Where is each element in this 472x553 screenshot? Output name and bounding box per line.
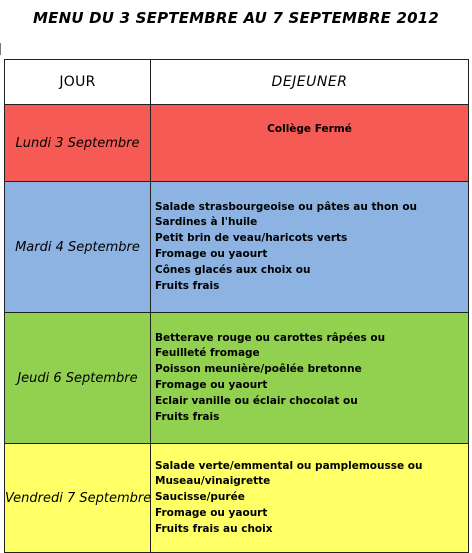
dish-item: Fromage ou yaourt — [155, 248, 268, 260]
dish-item: Fruits frais au choix — [155, 522, 273, 535]
dish-item: Salade verte/emmental ou pamplemousse ou — [155, 459, 423, 472]
dish-item: Fruits frais — [155, 410, 220, 423]
dish-item: Feuilleté fromage — [155, 347, 260, 360]
dish-item: Cônes glacés aux choix ou — [155, 263, 311, 276]
menu-table — [4, 59, 469, 553]
column-header-day: JOUR — [5, 60, 151, 105]
dish-item: Eclair vanille ou éclair chocolat ou — [155, 394, 358, 407]
dish-list — [151, 182, 469, 313]
table-row-tuesday — [5, 182, 469, 313]
dish-item: Poisson meunière/poêlée bretonne — [155, 363, 362, 376]
frame-edge-marker — [0, 43, 1, 55]
dish-item: Fruits frais — [155, 279, 220, 292]
closed-notice: Collège Fermé — [151, 105, 469, 182]
day-label: Vendredi 7 Septembre — [5, 444, 151, 553]
header-row — [5, 60, 469, 105]
table-row-friday — [5, 444, 469, 553]
dish-list — [151, 444, 469, 553]
day-label: Jeudi 6 Septembre — [5, 313, 151, 444]
dish-item: Betterave rouge ou carottes râpées ou — [155, 331, 386, 344]
day-label: Lundi 3 Septembre — [5, 105, 151, 182]
dish-item: Sardines à l'huile — [155, 216, 258, 229]
dish-item: Saucisse/purée — [155, 491, 245, 504]
dish-item: Petit brin de veau/haricots verts — [155, 232, 348, 245]
dish-item: Fromage ou yaourt — [155, 506, 268, 519]
table-row-thursday — [5, 313, 469, 444]
dish-item: Salade strasbourgeoise ou pâtes au thon ou — [155, 200, 418, 213]
menu-title: MENU DU 3 SEPTEMBRE AU 7 SEPTEMBRE 2012 — [33, 9, 439, 27]
dish-item: Museau/vinaigrette — [155, 475, 271, 488]
day-label: Mardi 4 Septembre — [5, 182, 151, 313]
column-header-lunch: DEJEUNER — [151, 60, 469, 105]
dish-list — [151, 313, 469, 444]
dish-item: Fromage ou yaourt — [155, 379, 268, 391]
table-row-monday — [5, 105, 469, 182]
